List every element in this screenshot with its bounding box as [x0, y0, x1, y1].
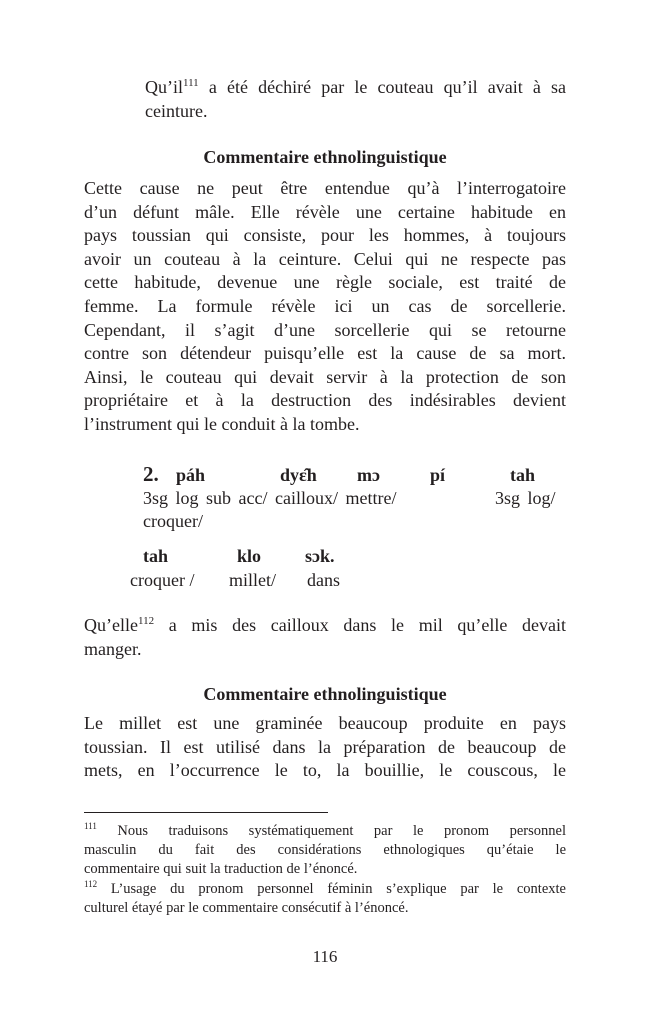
- text-line: Ainsi, le couteau qui devait servir à la protection de son: [84, 366, 566, 387]
- line-text: Qu’il: [145, 77, 183, 97]
- text-line: [84, 860, 566, 879]
- text-line: mets, en l’occurrence le to, la bouillie, le couscous, le: [84, 760, 566, 781]
- line-text: L’usage du pronom personnel féminin s’explique par le contexte: [97, 880, 566, 897]
- footnote-ref: 111: [84, 821, 97, 832]
- line-text: ceinture.: [145, 100, 208, 121]
- text-line: pays toussian qui consiste, pour les hommes, à toujours: [84, 225, 566, 246]
- gloss-text: croquer/: [143, 511, 203, 531]
- text-line: l’instrument qui le conduit à la tombe.: [84, 413, 360, 434]
- vernacular-word: klo: [237, 546, 262, 566]
- line-text: Nous traduisons systématiquement par le pronom personnel: [96, 823, 566, 839]
- text-line: [84, 822, 566, 841]
- footnote-ref: 112: [84, 878, 98, 889]
- line-text: culturel étayé par le commentaire consécutif à l’énoncé.: [84, 899, 409, 916]
- text-line: [145, 76, 566, 100]
- text-line: [84, 638, 566, 662]
- line-text: a mis des cailloux dans le mil qu’elle devait: [154, 615, 566, 635]
- text-line: cette habitude, devenue une règle sociale, est traité de: [84, 272, 566, 293]
- footnote-ref: 111: [183, 77, 199, 89]
- footnotes: [84, 822, 566, 918]
- text-line: contre son détendeur puisqu’elle est la cause de sa mort.: [84, 343, 566, 364]
- paragraph-2: [84, 712, 566, 783]
- text-line: [84, 614, 566, 638]
- text-line: Cependant, il s’agit d’une sorcellerie qui se retourne: [84, 319, 566, 340]
- text-line: [84, 841, 566, 860]
- text-line: Le millet est une graminée beaucoup produite en pays: [84, 713, 566, 733]
- line-text: manger.: [84, 638, 142, 659]
- quote-1: [145, 76, 566, 123]
- footnote-separator: [84, 812, 328, 813]
- text-line: Cette cause ne peut être entendue qu’à l’interrogatoire: [84, 178, 566, 198]
- text-line: [145, 100, 566, 124]
- vernacular-word: sɔk.: [305, 546, 335, 566]
- footnote: [84, 880, 566, 918]
- quote-2: [84, 614, 566, 661]
- paragraph-1: [84, 177, 566, 437]
- text-line: toussian. Il est utilisé dans la préparation de beaucoup de: [84, 736, 566, 757]
- line-text: commentaire qui suit la traduction de l’énoncé.: [84, 861, 358, 878]
- vernacular-word: dyɛ̂h: [280, 465, 317, 485]
- vernacular-word: tah: [143, 546, 169, 566]
- line-text: a été déchiré par le couteau qu’il avait à sa: [198, 77, 566, 97]
- footnote-ref: 112: [137, 615, 155, 627]
- vernacular-word: tah: [510, 465, 536, 485]
- gloss-text: millet/: [229, 570, 276, 590]
- text-line: d’un défunt mâle. Elle révèle une certaine habitude en: [84, 201, 566, 222]
- gloss-text: 3sg log/: [495, 488, 556, 508]
- text-line: [84, 899, 566, 918]
- text-line: femme. La formule révèle ici un cas de sorcellerie.: [84, 295, 566, 316]
- vernacular-word: pí: [430, 465, 446, 485]
- vernacular-word: mɔ: [357, 465, 380, 485]
- line-text: masculin du fait des considérations ethnologiques qu’étaie le: [84, 842, 566, 859]
- vernacular-word: páh: [176, 465, 206, 485]
- gloss-text: croquer /: [130, 570, 195, 590]
- text-line: [84, 880, 566, 899]
- page-number: 116: [312, 947, 338, 966]
- text-line: propriétaire et à la destruction des indésirables devient: [84, 390, 566, 411]
- section-heading-1: [0, 145, 650, 169]
- footnote: [84, 822, 566, 880]
- section-heading-2: [0, 682, 650, 706]
- gloss-text: 3sg log sub acc/ cailloux/ mettre/: [143, 488, 397, 508]
- example-number: 2.: [143, 462, 159, 486]
- text-line: avoir un couteau à la ceinture. Celui qui ne respecte pas: [84, 248, 566, 269]
- heading-text: Commentaire ethnolinguistique: [203, 147, 447, 167]
- line-text: Qu’elle: [84, 615, 138, 635]
- heading-text: Commentaire ethnolinguistique: [203, 684, 447, 704]
- gloss-text: dans: [307, 570, 340, 590]
